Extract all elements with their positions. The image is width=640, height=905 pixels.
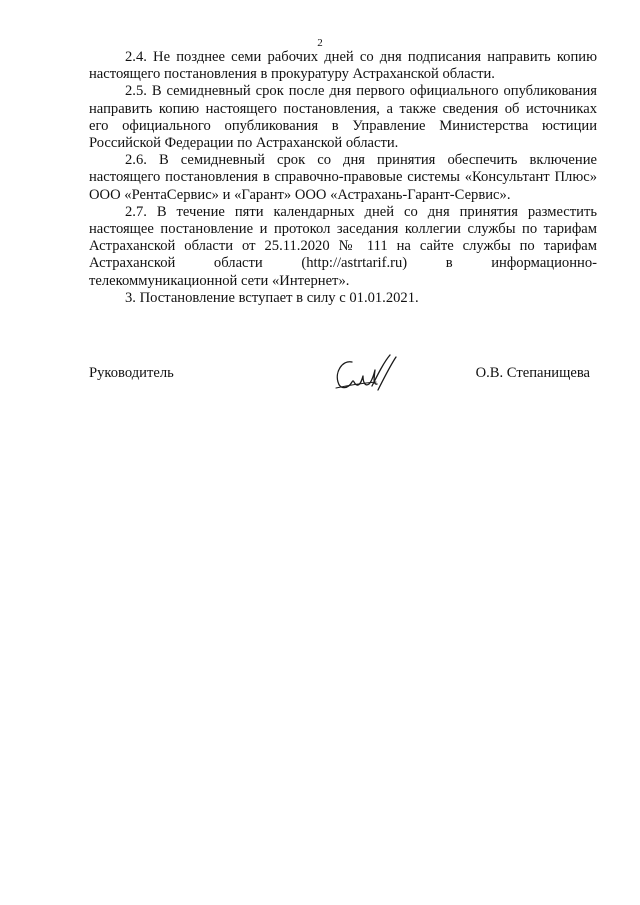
- paragraph-3: 3. Постановление вступает в силу с 01.01.2021.: [125, 289, 419, 306]
- paragraph-2-5: 2.5. В семидневный срок после дня первого официального опубликования направить копию настоящего постановления, а также сведения об источниках его официального опубликования в Управление Министерства юстиции Российской Федерации по Астраханской области.: [89, 83, 597, 152]
- signature-block: [89, 352, 597, 400]
- document-body: [89, 49, 597, 307]
- paragraph-2-4: 2.4. Не позднее семи рабочих дней со дня подписания направить копию настоящего постановления в прокуратуру Астраханской области.: [89, 49, 597, 83]
- page-number: 2: [317, 37, 323, 49]
- paragraph-2-6: 2.6. В семидневный срок со дня принятия обеспечить включение настоящего постановления в справочно-правовые системы «Консультант Плюс» ООО «РентаСервис» и «Гарант» ООО «Астрахань-Гарант-Сервис».: [89, 152, 597, 203]
- signatory-position: Руководитель: [89, 365, 174, 381]
- paragraph-2-7: 2.7. В течение пяти календарных дней со дня принятия разместить настоящее постановление и протокол заседания коллегии службы по тарифам Астраханской области от 25.11.2020 № 111 на сайте службы по тарифам Астраханской области (http://astrtarif.ru) в информационно-телекоммуникационной сети «Интернет».: [89, 203, 597, 289]
- signatory-name: О.В. Степанищева: [475, 365, 590, 381]
- handwritten-signature: [332, 352, 400, 398]
